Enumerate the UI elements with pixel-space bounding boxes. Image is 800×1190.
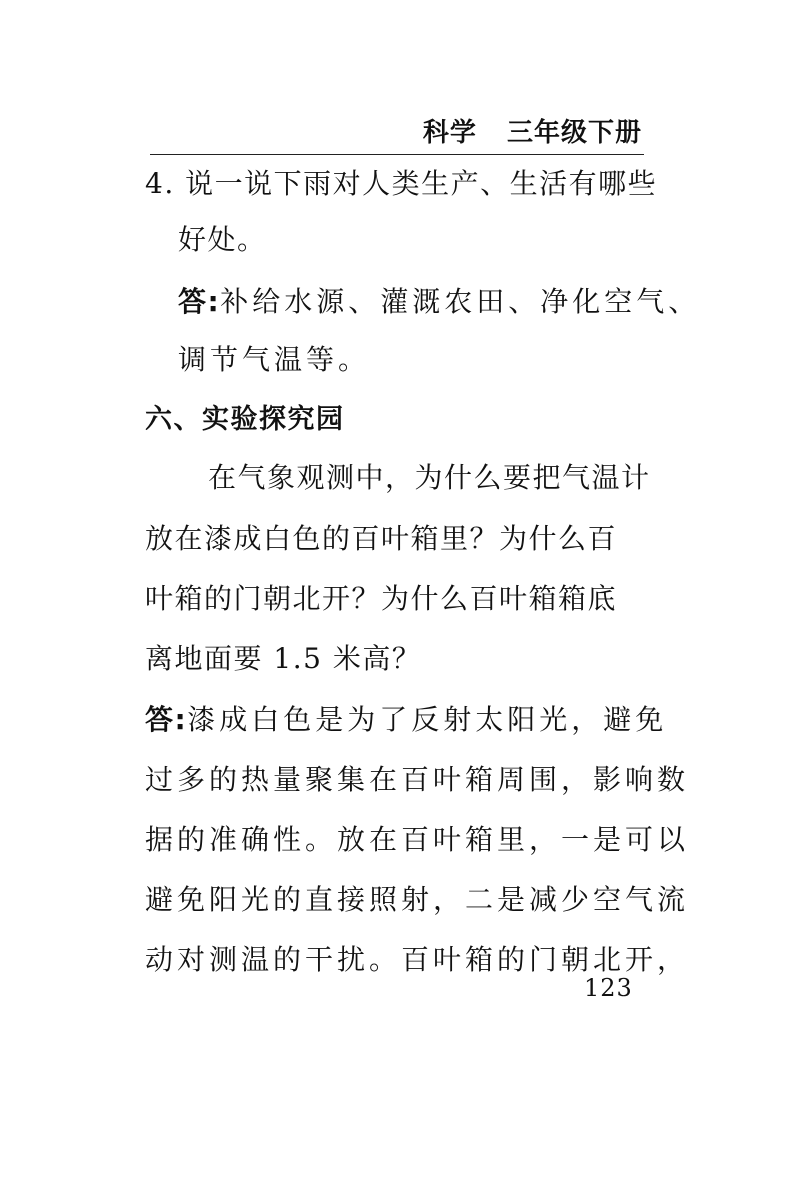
- s6-answer-line-3: 据的准确性。放在百叶箱里，一是可以: [145, 823, 690, 856]
- s6-question-line-4: 离地面要 1.5 米高？: [145, 642, 422, 675]
- s6-question-line-3: 叶箱的门朝北开？为什么百叶箱箱底: [145, 582, 618, 615]
- s6-answer-line-4: 避免阳光的直接照射，二是减少空气流: [145, 883, 690, 916]
- header-subject: 科学: [422, 118, 477, 148]
- q4-text-line-1: 4. 说一说下雨对人类生产、生活有哪些: [145, 167, 658, 200]
- running-header: [423, 112, 642, 149]
- s6-answer-line-2: 过多的热量聚集在百叶箱周围，影响数: [145, 763, 690, 796]
- header-grade: 三年级下册: [506, 118, 642, 148]
- s6-question-line-2: 放在漆成白色的百叶箱里？为什么百: [145, 522, 618, 555]
- s6-answer-text-1: 漆成白色是为了反射太阳光，避免: [187, 703, 668, 736]
- header-rule: [150, 154, 644, 155]
- q4-text-line-2: 好处。: [178, 223, 267, 256]
- q4-answer-line-2: 调节气温等。: [178, 343, 371, 376]
- s6-answer-label: 答:: [145, 703, 188, 736]
- page-number: 123: [584, 974, 633, 1002]
- s6-answer-line-5: 动对测温的干扰。百叶箱的门朝北开，: [145, 943, 690, 976]
- s6-question-line-1: 在气象观测中，为什么要把气温计: [208, 461, 651, 494]
- s6-answer-line-1: [145, 700, 668, 740]
- q4-answer-label: 答:: [178, 285, 221, 318]
- q4-answer-text-1: 补给水源、灌溉农田、净化空气、: [220, 285, 701, 318]
- section-6-title: 六、实验探究园: [145, 404, 345, 435]
- q4-answer-line-1: [178, 282, 701, 322]
